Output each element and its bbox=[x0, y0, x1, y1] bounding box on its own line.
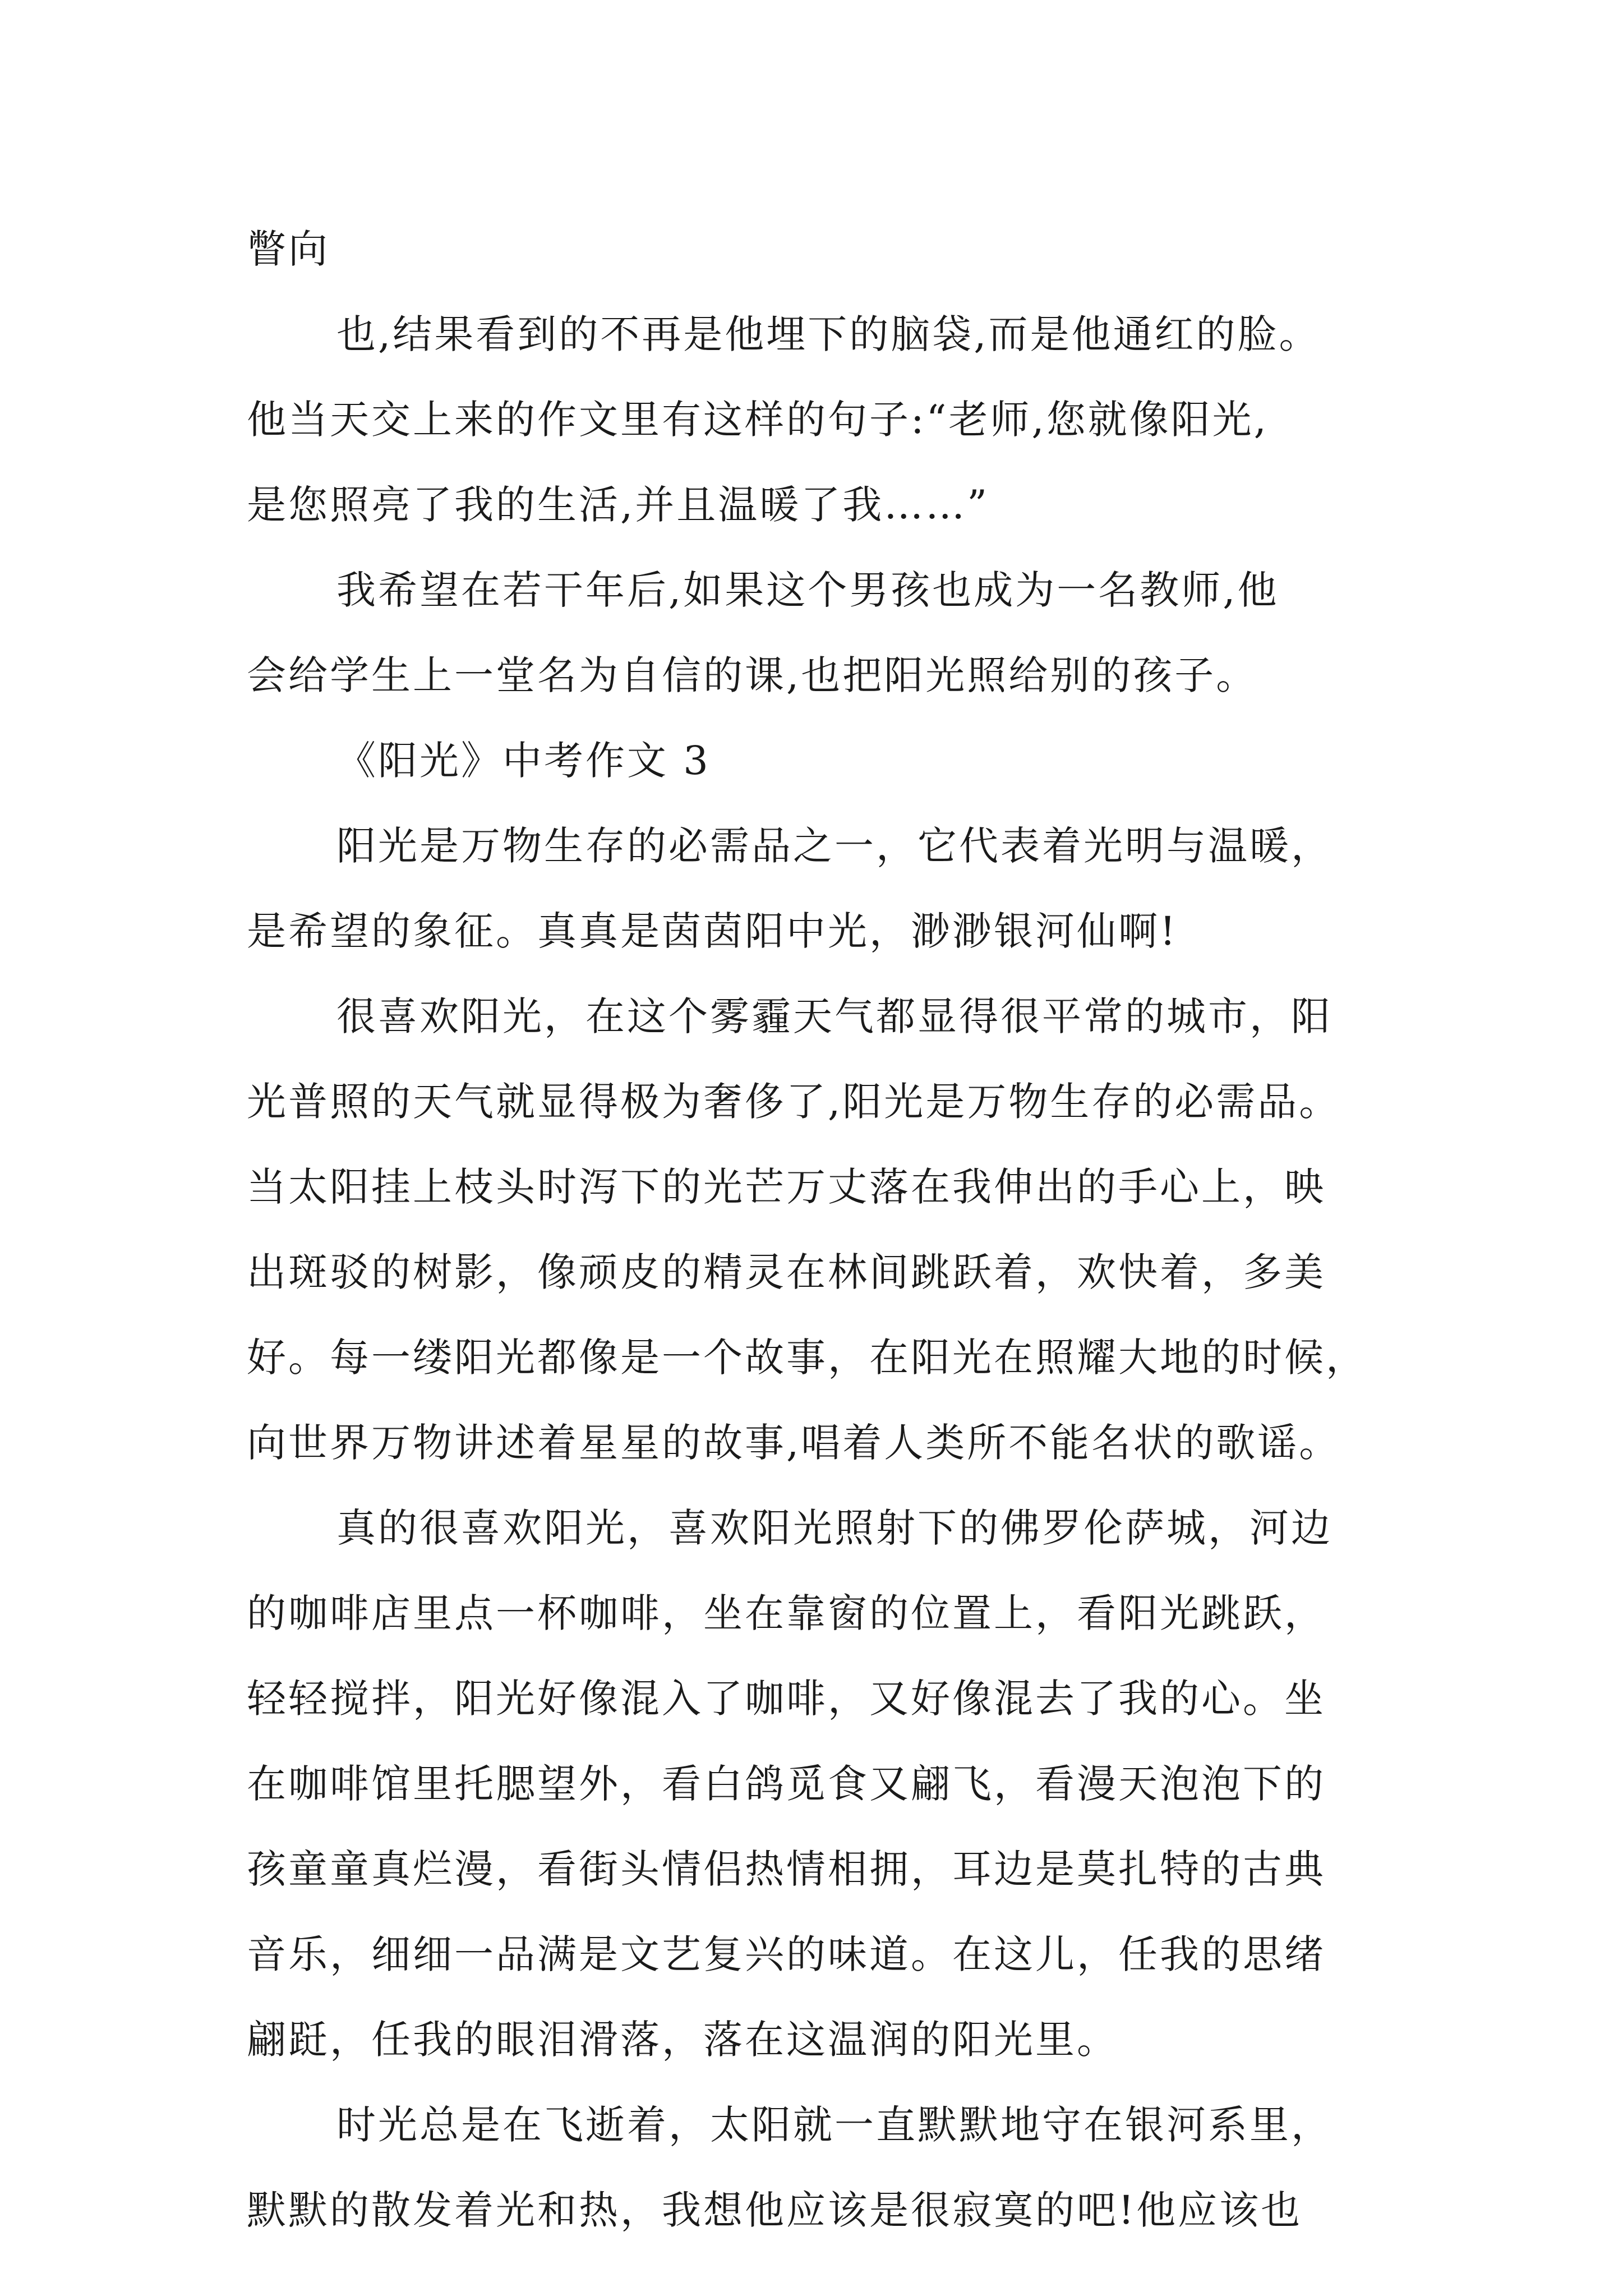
paragraph-first-line: 也,结果看到的不再是他埋下的脑袋,而是他通红的脸。 bbox=[336, 311, 1321, 357]
text-line: 是希望的象征。真真是茵茵阳中光，渺渺银河仙啊! bbox=[247, 908, 1178, 954]
text-line: 出斑驳的树影，像顽皮的精灵在林间跳跃着，欢快着，多美 bbox=[247, 1249, 1326, 1295]
text-line: 翩跹，任我的眼泪滑落，落在这温润的阳光里。 bbox=[247, 2017, 1118, 2063]
text-line: 好。每一缕阳光都像是一个故事，在阳光在照耀大地的时候， bbox=[247, 1335, 1367, 1381]
text-line: 会给学生上一堂名为自信的课,也把阳光照给别的孩子。 bbox=[247, 652, 1258, 698]
text-line: 光普照的天气就显得极为奢侈了,阳光是万物生存的必需品。 bbox=[247, 1079, 1341, 1125]
text-line: 他当天交上来的作文里有这样的句子:“老师,您就像阳光, bbox=[247, 397, 1269, 443]
text-line: 的咖啡店里点一杯咖啡，坐在靠窗的位置上，看阳光跳跃， bbox=[247, 1590, 1326, 1636]
section-heading: 《阳光》中考作文 3 bbox=[336, 738, 711, 784]
text-line: 音乐，细细一品满是文艺复兴的味道。在这儿，任我的思绪 bbox=[247, 1931, 1326, 1977]
text-line: 轻轻搅拌，阳光好像混入了咖啡，又好像混去了我的心。坐 bbox=[247, 1676, 1326, 1722]
text-line: 瞥向 bbox=[247, 226, 330, 272]
essay-body bbox=[247, 206, 1419, 2253]
paragraph-first-line: 时光总是在飞逝着，太阳就一直默默地守在银河系里， bbox=[336, 2102, 1332, 2148]
paragraph-first-line: 阳光是万物生存的必需品之一，它代表着光明与温暖， bbox=[336, 823, 1332, 869]
text-line: 是您照亮了我的生活,并且温暖了我……” bbox=[247, 482, 990, 528]
paragraph-first-line: 真的很喜欢阳光，喜欢阳光照射下的佛罗伦萨城，河边 bbox=[336, 1505, 1332, 1551]
text-line: 在咖啡馆里托腮望外，看白鸽觅食又翩飞，看漫天泡泡下的 bbox=[247, 1761, 1326, 1807]
text-line: 向世界万物讲述着星星的故事,唱着人类所不能名状的歌谣。 bbox=[247, 1420, 1341, 1466]
text-line: 孩童童真烂漫，看街头情侣热情相拥，耳边是莫扎特的古典 bbox=[247, 1846, 1326, 1892]
text-line: 默默的散发着光和热，我想他应该是很寂寞的吧!他应该也 bbox=[247, 2187, 1303, 2233]
paragraph-first-line: 我希望在若干年后,如果这个男孩也成为一名教师,他 bbox=[336, 567, 1279, 613]
paragraph-first-line: 很喜欢阳光，在这个雾霾天气都显得很平常的城市，阳 bbox=[336, 993, 1332, 1039]
text-line: 当太阳挂上枝头时泻下的光芒万丈落在我伸出的手心上，映 bbox=[247, 1164, 1326, 1210]
